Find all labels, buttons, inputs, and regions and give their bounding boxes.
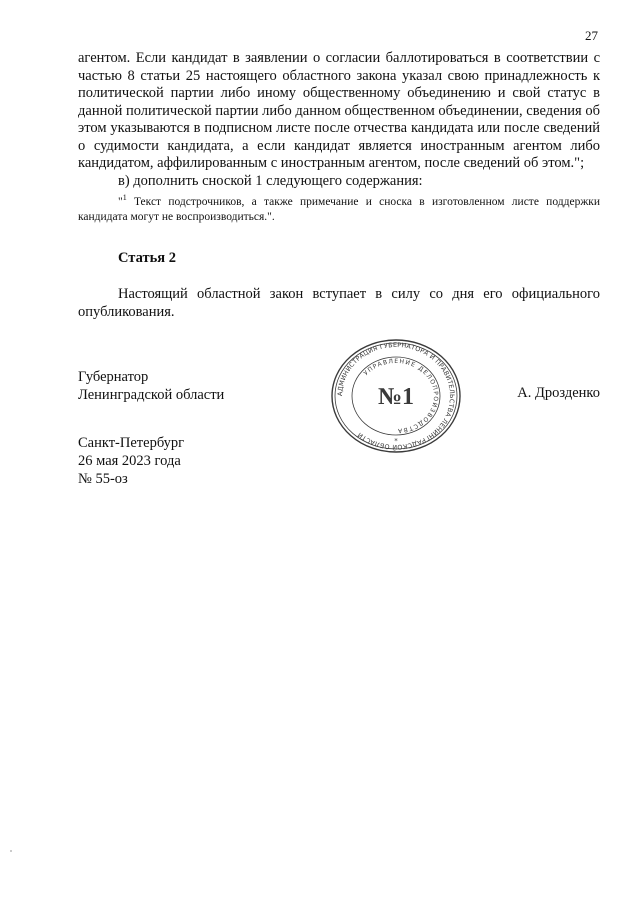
seal-outer-text: АДМИНИСТРАЦИЯ ГУБЕРНАТОРА И ПРАВИТЕЛЬСТВА ЛЕНИНГРАДСКОЙ ОБЛАСТИ: [335, 340, 457, 452]
signatory-title-line2: Ленинградской области: [78, 387, 225, 403]
scan-speck: [10, 850, 12, 852]
enactment-details: [78, 434, 184, 488]
signatory-name: А. Дрозденко: [517, 385, 600, 401]
seal-number: №1: [377, 384, 415, 410]
footnote-text: [78, 190, 600, 225]
paragraph-continuation: агентом. Если кандидат в заявлении о согласии баллотироваться в соответствии с частью 8 статьи 25 настоящего областного закона указал свою принадлежность к политической партии либо иному общественному объединению и свой статус в данной политической партии либо данном общественном объединении, сведения об этом указываются в подписном листе после отчества кандидата или после сведений о судимости кандидата, а если кандидат является иностранным агентом либо кандидатом, аффилированным с иностранным агентом, после сведений об этом.";: [78, 50, 600, 171]
official-seal: [330, 338, 462, 454]
footnote-marker: 1: [122, 193, 127, 202]
enactment-date: 26 мая 2023 года: [78, 453, 181, 469]
seal-star-icon: *: [394, 437, 398, 445]
footnote-open-quote: ": [118, 195, 123, 208]
article-text: [78, 285, 600, 321]
footnote-body: Текст подстрочников, а также примечание и сноска в изготовленном листе поддержки кандидата могут не воспроизводиться.".: [78, 195, 600, 223]
enactment-city: Санкт-Петербург: [78, 435, 185, 451]
article-title: Статья 2: [118, 250, 176, 266]
signatory-title: [78, 368, 224, 404]
law-number: № 55-оз: [78, 471, 128, 487]
article-paragraph: Настоящий областной закон вступает в силу со дня его официального опубликования.: [78, 286, 600, 320]
seal-inner-text: УПРАВЛЕНИЕ ДЕЛОПРОИЗВОДСТВА: [362, 357, 440, 435]
signatory-title-line1: Губернатор: [78, 369, 149, 385]
page-number: 27: [585, 28, 598, 43]
body-text: [78, 50, 600, 225]
paragraph-footnote-instruction: в) дополнить сноской 1 следующего содержания:: [118, 172, 423, 189]
